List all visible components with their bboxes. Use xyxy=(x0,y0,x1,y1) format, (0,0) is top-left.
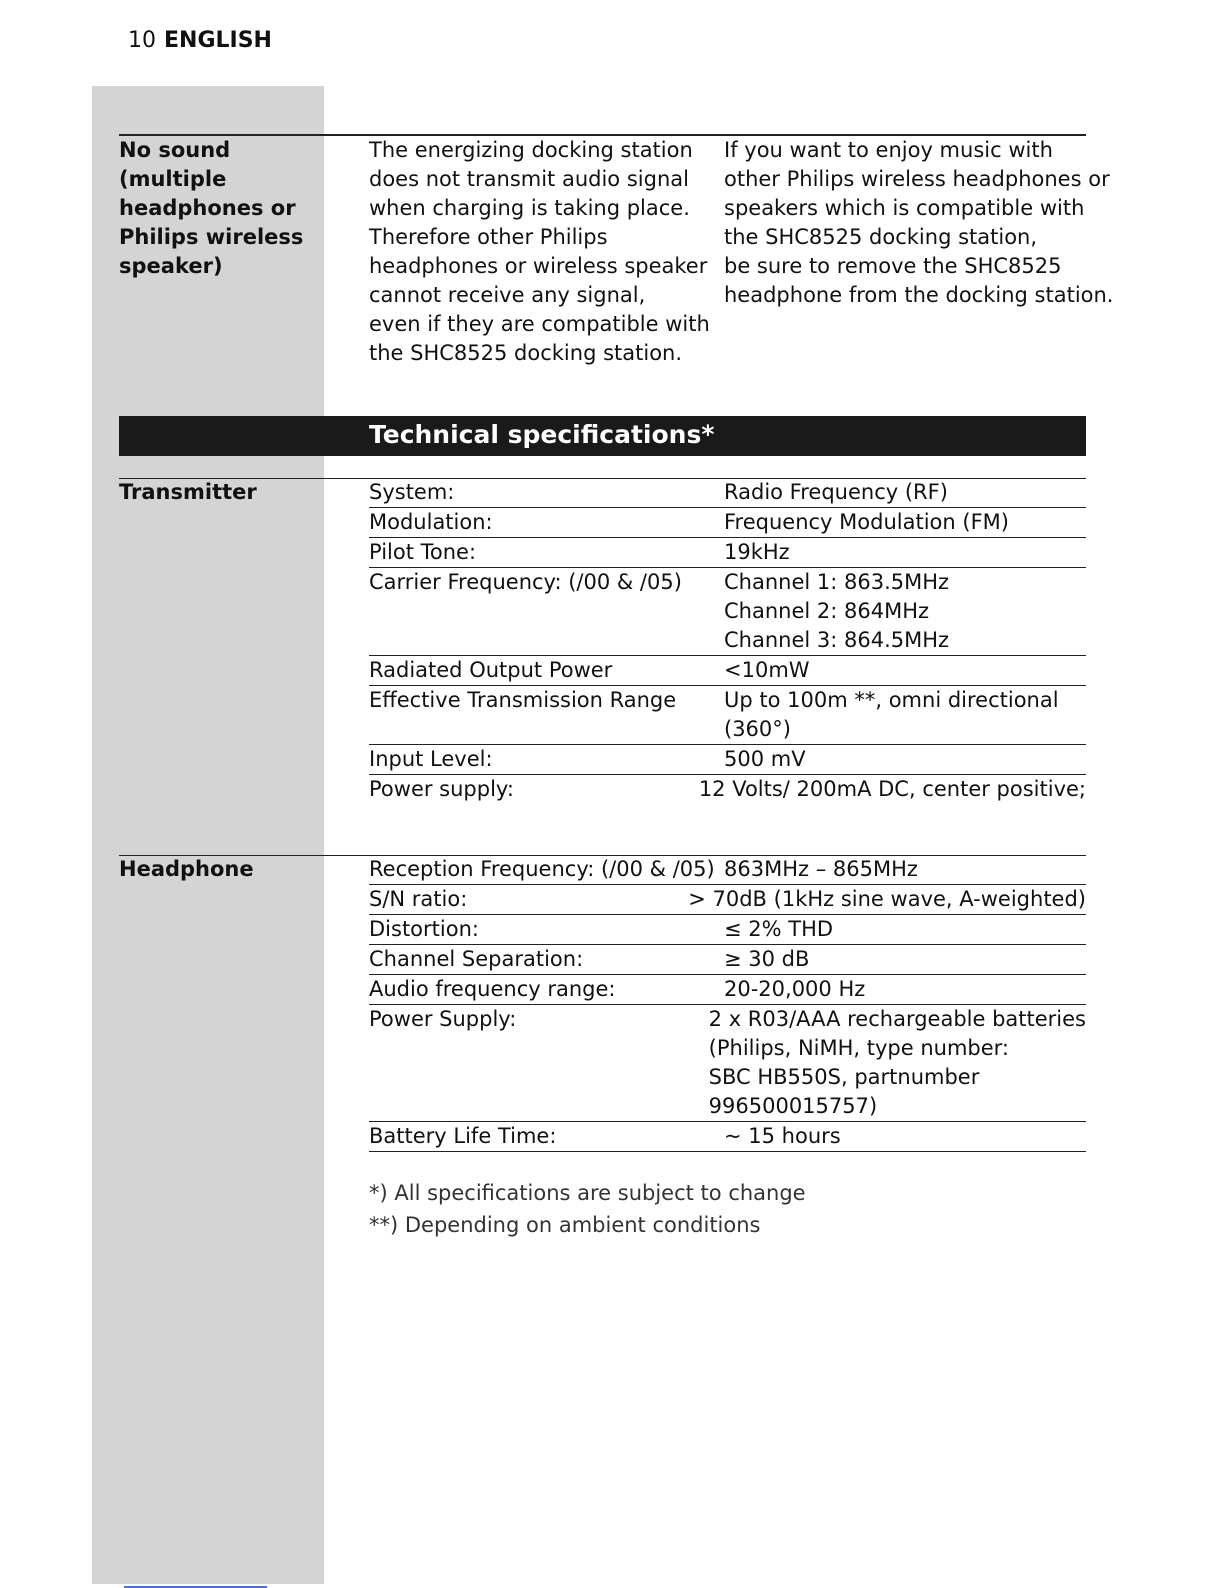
spec-key: Distortion: xyxy=(369,917,479,941)
solution-line: headphone from the docking station. xyxy=(724,283,1114,307)
troubleshooting-cause xyxy=(369,136,710,368)
solution-line: the SHC8525 docking station, xyxy=(724,225,1038,249)
spec-key: Power supply: xyxy=(369,777,514,801)
spec-value-line: (360°) xyxy=(724,717,791,741)
spec-value xyxy=(699,775,1086,804)
spec-value xyxy=(724,745,1086,774)
spec-value-line: Up to 100m **, omni directional xyxy=(724,688,1059,712)
spec-value xyxy=(724,508,1086,537)
footnote: **) Depending on ambient conditions xyxy=(369,1213,761,1237)
solution-line: be sure to remove the SHC8525 xyxy=(724,254,1062,278)
spec-row xyxy=(369,568,1086,656)
spec-value-line: ≥ 30 dB xyxy=(724,947,810,971)
spec-value-line: Channel 3: 864.5MHz xyxy=(724,628,950,652)
spec-key: Pilot Tone: xyxy=(369,540,477,564)
problem-line: No sound xyxy=(119,138,231,162)
headphone-label: Headphone xyxy=(119,857,254,881)
spec-row xyxy=(369,775,1086,804)
spec-row xyxy=(369,1005,1086,1122)
margin-column xyxy=(92,86,324,1584)
spec-row xyxy=(369,885,1086,915)
language-label: ENGLISH xyxy=(164,28,272,53)
page-header xyxy=(128,28,272,53)
problem-line: speaker) xyxy=(119,254,223,278)
spec-value xyxy=(724,945,1086,974)
spec-value xyxy=(724,656,1086,685)
spec-key: Audio frequency range: xyxy=(369,977,616,1001)
spec-value-line: 996500015757) xyxy=(708,1094,878,1118)
spec-key: Input Level: xyxy=(369,747,493,771)
spec-value-line: Frequency Modulation (FM) xyxy=(724,510,1009,534)
spec-value xyxy=(724,686,1086,744)
spec-key: Channel Separation: xyxy=(369,947,584,971)
spec-value-line: Channel 1: 863.5MHz xyxy=(724,570,950,594)
spec-value-line: 12 Volts/ 200mA DC, center positive; xyxy=(698,777,1086,801)
cause-line: cannot receive any signal, xyxy=(369,283,646,307)
spec-value xyxy=(724,1122,1086,1151)
spec-row xyxy=(369,508,1086,538)
spec-value-line: <10mW xyxy=(724,658,810,682)
spec-key: Modulation: xyxy=(369,510,493,534)
spec-value xyxy=(688,885,1086,914)
page-number: 10 xyxy=(128,28,156,53)
spec-key: Radiated Output Power xyxy=(369,658,613,682)
spec-value xyxy=(724,538,1086,567)
transmitter-label: Transmitter xyxy=(119,480,257,504)
troubleshooting-problem xyxy=(119,136,319,281)
headphone-table xyxy=(369,855,1086,1152)
solution-line: If you want to enjoy music with xyxy=(724,138,1053,162)
spec-value-line: > 70dB (1kHz sine wave, A-weighted) xyxy=(688,887,1086,911)
cause-line: when charging is taking place. xyxy=(369,196,690,220)
spec-value-line: Radio Frequency (RF) xyxy=(724,480,948,504)
spec-key: Carrier Frequency: (/00 & /05) xyxy=(369,570,682,594)
cause-line: the SHC8525 docking station. xyxy=(369,341,683,365)
spec-value xyxy=(724,855,1086,884)
spec-row xyxy=(369,855,1086,885)
cause-line: The energizing docking station xyxy=(369,138,693,162)
spec-row xyxy=(369,915,1086,945)
solution-line: speakers which is compatible with xyxy=(724,196,1085,220)
cause-line: Therefore other Philips xyxy=(369,225,608,249)
spec-key: Battery Life Time: xyxy=(369,1124,557,1148)
spec-row xyxy=(369,1122,1086,1152)
spec-value-line: (Philips, NiMH, type number: xyxy=(708,1036,1010,1060)
spec-value xyxy=(724,478,1086,507)
spec-value-line: 500 mV xyxy=(724,747,806,771)
spec-row xyxy=(369,478,1086,508)
spec-row xyxy=(369,975,1086,1005)
spec-value xyxy=(724,915,1086,944)
troubleshooting-solution xyxy=(724,136,1113,310)
footnote: *) All specifications are subject to change xyxy=(369,1181,806,1205)
spec-value-line: 863MHz – 865MHz xyxy=(724,857,918,881)
spec-row xyxy=(369,945,1086,975)
spec-row xyxy=(369,745,1086,775)
spec-banner xyxy=(119,416,1086,456)
spec-row xyxy=(369,686,1086,745)
problem-line: (multiple xyxy=(119,167,227,191)
spec-key: Effective Transmission Range xyxy=(369,688,677,712)
spec-key: Reception Frequency: (/00 & /05) xyxy=(369,857,715,881)
footnotes xyxy=(369,1177,806,1241)
spec-value-line: SBC HB550S, partnumber xyxy=(708,1065,980,1089)
spec-value-line: ≤ 2% THD xyxy=(724,917,834,941)
cause-line: headphones or wireless speaker xyxy=(369,254,708,278)
spec-key: System: xyxy=(369,480,455,504)
transmitter-table xyxy=(369,478,1086,804)
problem-line: Philips wireless xyxy=(119,225,304,249)
spec-value-line: 19kHz xyxy=(724,540,790,564)
spec-value xyxy=(724,568,1086,655)
spec-row xyxy=(369,538,1086,568)
problem-line: headphones or xyxy=(119,196,296,220)
spec-value xyxy=(709,1005,1086,1121)
spec-value-line: ~ 15 hours xyxy=(724,1124,841,1148)
cause-line: does not transmit audio signal xyxy=(369,167,689,191)
spec-value-line: 2 x R03/AAA rechargeable batteries xyxy=(708,1007,1086,1031)
spec-value-line: 20-20,000 Hz xyxy=(724,977,866,1001)
spec-key: Power Supply: xyxy=(369,1007,517,1031)
cause-line: even if they are compatible with xyxy=(369,312,710,336)
solution-line: other Philips wireless headphones or xyxy=(724,167,1110,191)
spec-row xyxy=(369,656,1086,686)
spec-value xyxy=(724,975,1086,1004)
spec-title: Technical specifications* xyxy=(369,420,715,449)
spec-key: S/N ratio: xyxy=(369,887,468,911)
spec-value-line: Channel 2: 864MHz xyxy=(724,599,930,623)
